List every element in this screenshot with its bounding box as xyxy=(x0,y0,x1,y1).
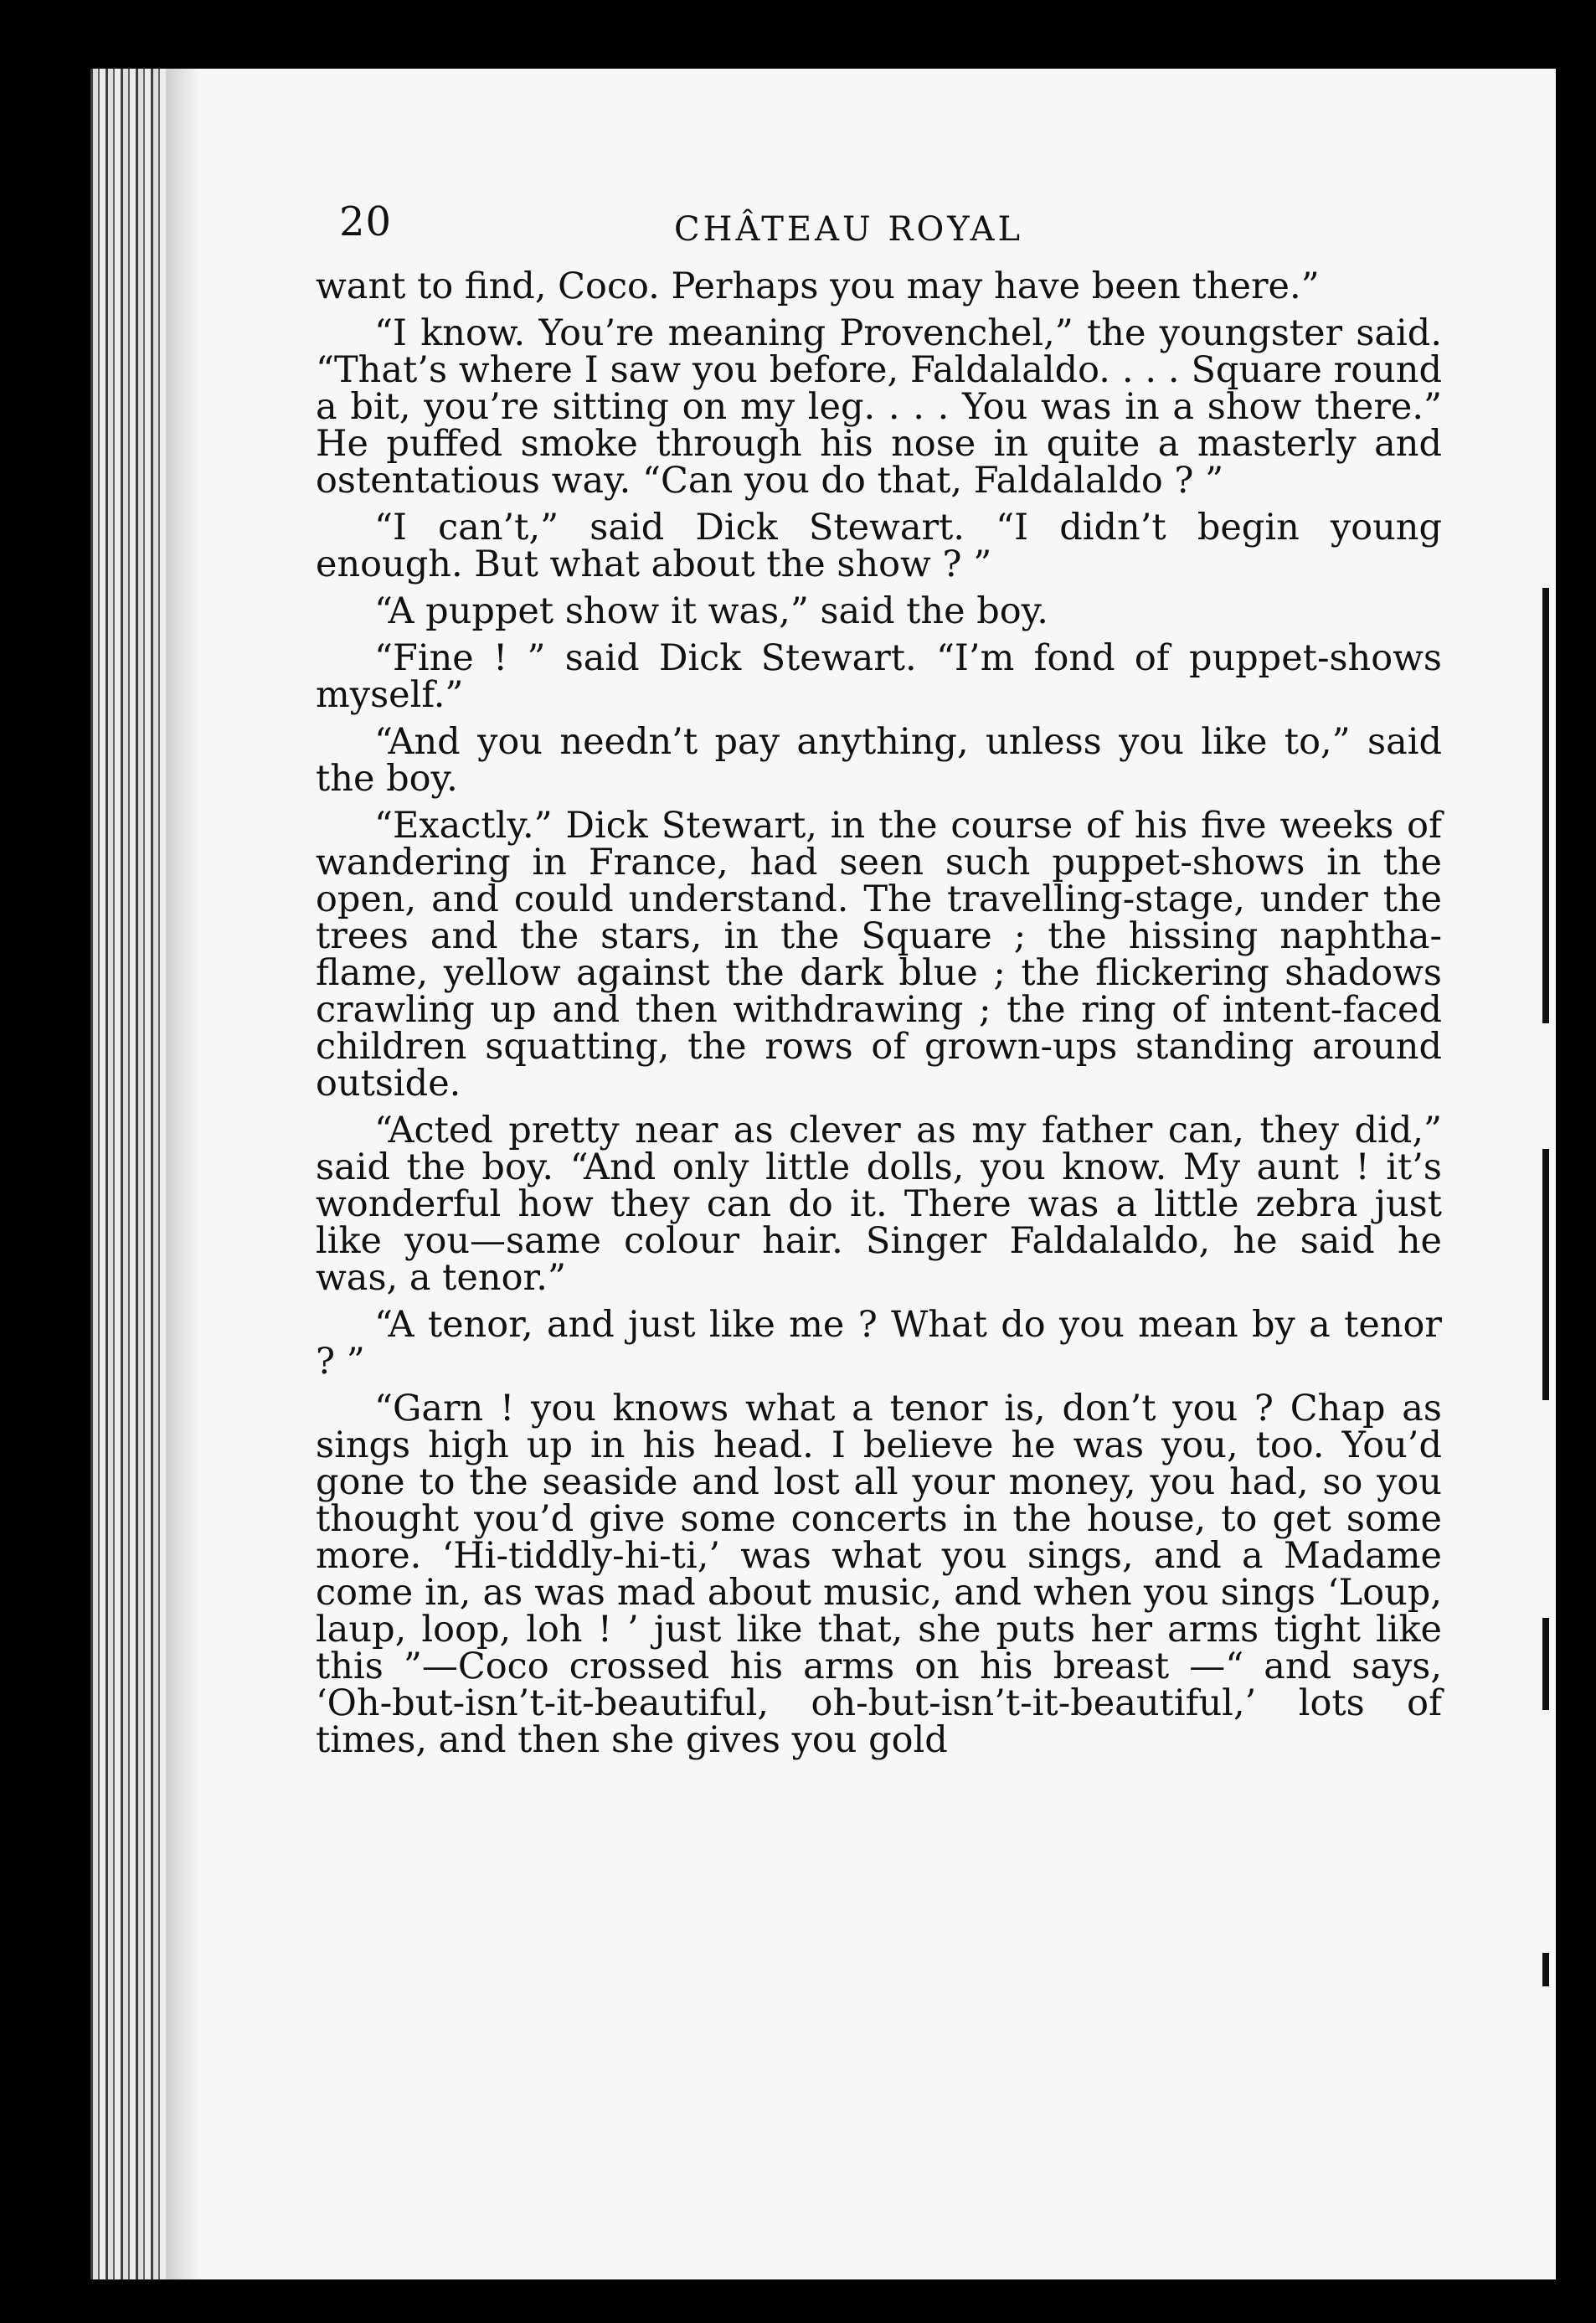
paragraph: want to find, Coco. Perhaps you may have been there.” xyxy=(316,265,1320,307)
page-header xyxy=(339,198,1419,257)
paragraph: “Fine ! ” said Dick Stewart. “I’m fond of puppet-shows myself.” xyxy=(316,637,1442,716)
gutter-shadow xyxy=(166,69,199,2279)
paragraph: “I can’t,” said Dick Stewart. “I didn’t begin young enough. But what about the show ? ” xyxy=(316,507,1442,585)
paragraph: “And you needn’t pay anything, unless you like to,” said the boy. xyxy=(316,721,1442,800)
scan-edge-mark xyxy=(1542,588,1549,1023)
page-number: 20 xyxy=(339,198,393,245)
paragraph: “A tenor, and just like me ? What do you mean by a tenor ? ” xyxy=(316,1304,1442,1383)
body-text xyxy=(316,265,1442,1769)
running-title: CHÂTEAU ROYAL xyxy=(674,210,1024,249)
paragraph: “Garn ! you knows what a tenor is, don’t you ? Chap as sings high up in his head. I believe he was you, too. You’d gone to the seaside and lost all your money, you had, so you thought you’d give some concerts in the house, to get some more. ‘Hi-tiddly-hi-ti,’ was what you sings, and a Madame come in, as was mad about music, and when you sings ‘Loup, laup, loop, loh ! ’ just like that, she puts her arms tight like this ”—Coco crossed his arms on his breast —“ and says, ‘Oh-but-isn’t-it-beautiful, oh-but-isn’t-it-beautiful,’ lots of times, and then she gives you gold xyxy=(316,1388,1442,1761)
scan-edge-mark xyxy=(1542,1149,1549,1400)
paragraph: “Acted pretty near as clever as my father can, they did,” said the boy. “And only little dolls, you know. My aunt ! it’s wonderful how they can do it. There was a little zebra just like you—same colour hair. Singer Faldalaldo, he said he was, a tenor.” xyxy=(316,1110,1442,1299)
paragraph: “Exactly.” Dick Stewart, in the course of his five weeks of wandering in France, had seen such puppet-shows in the open, and could understand. The travelling-stage, under the trees and the stars, in the Square ; the hissing naphtha-flame, yellow against the dark blue ; the flickering shadows crawling up and then withdrawing ; the ring of intent-faced children squatting, the rows of grown-ups standing around outside. xyxy=(316,805,1442,1105)
scan-edge-mark xyxy=(1542,1618,1549,1710)
scan-edge-mark xyxy=(1542,1953,1549,1986)
paragraph: “A puppet show it was,” said the boy. xyxy=(374,590,1048,632)
page-edge-strips xyxy=(90,69,166,2279)
paragraph: “I know. You’re meaning Provenchel,” the youngster said. “That’s where I saw you before, Faldalaldo. . . . Square round a bit, you’re sitting on my leg. . . . You was in a show there.” He puffed smoke through his nose in quite a masterly and ostentatious way. “Can you do that, Faldalaldo ? ” xyxy=(316,312,1442,502)
